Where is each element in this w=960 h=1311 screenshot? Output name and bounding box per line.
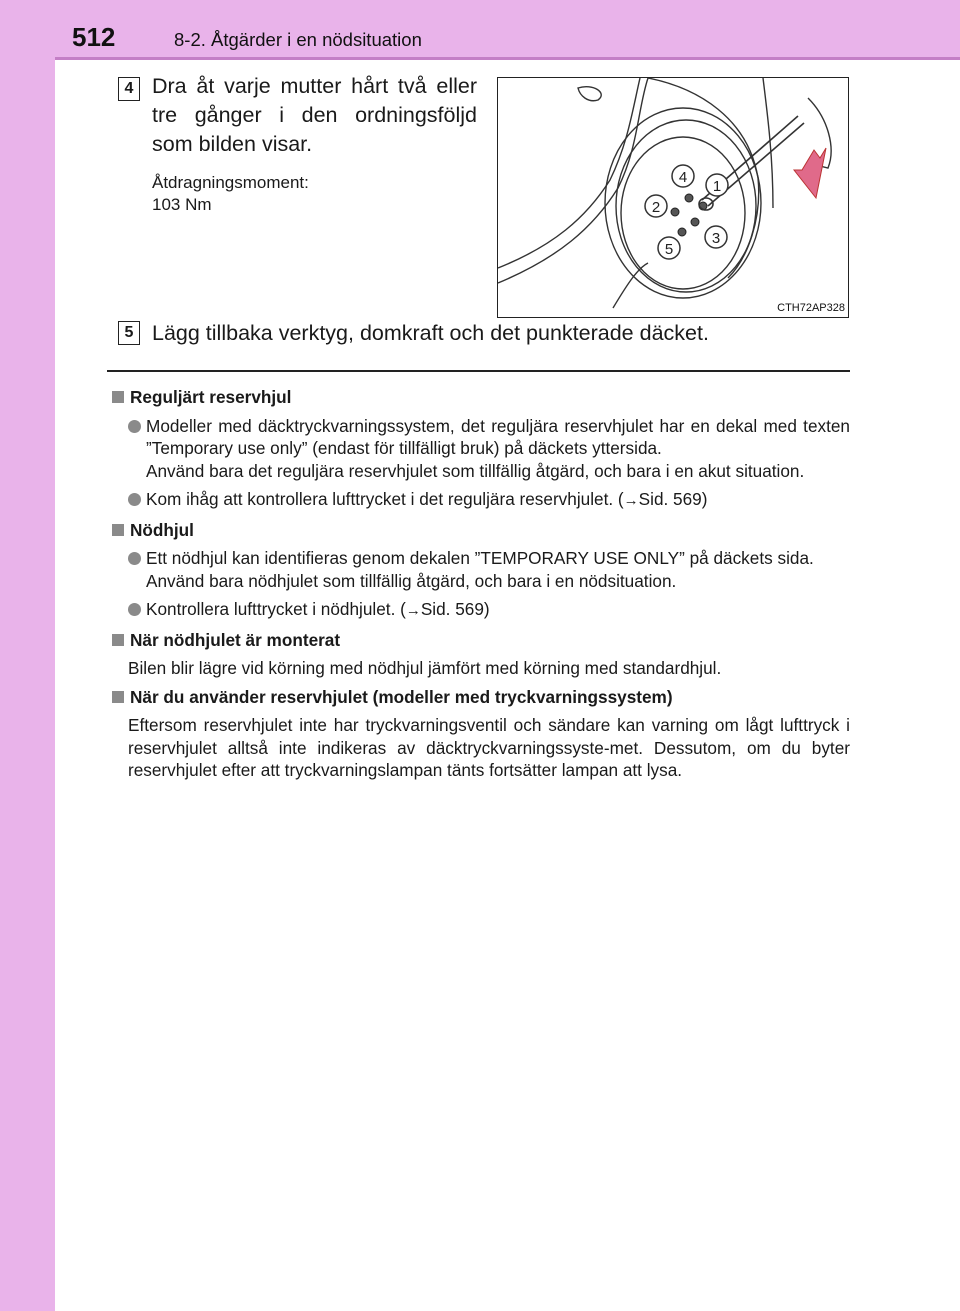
page-reference[interactable]: Sid. 569) <box>638 489 708 509</box>
list-item <box>110 488 850 513</box>
step-4-badge: 4 <box>118 77 140 101</box>
paragraph: Bilen blir lägre vid körning med nödhjul jämfört med körning med standardhjul. <box>128 658 722 678</box>
section-divider <box>107 370 850 372</box>
arrow-icon: → <box>405 602 421 619</box>
wheel-illustration <box>498 78 849 318</box>
figure-label-2: 2 <box>651 199 661 216</box>
bullet-text: Ett nödhjul kan identifieras genom dekalen ”TEMPORARY USE ONLY” på däckets sida. <box>146 548 814 568</box>
heading-using-spare: När du använder reservhjulet (modeller med tryckvarningssystem) <box>110 686 850 709</box>
heading-spare-mounted: När nödhjulet är monterat <box>110 629 850 652</box>
figure-label-4: 4 <box>678 169 688 186</box>
figure-label-5: 5 <box>664 241 674 258</box>
header-rule <box>55 57 960 60</box>
list-item <box>110 415 850 483</box>
bullet-text: Använd bara nödhjulet som tillfällig åtgärd, och bara i en nödsituation. <box>146 570 677 591</box>
page-number: 512 <box>72 22 116 52</box>
bullet-text: Använd bara det reguljära reservhjulet som tillfällig åtgärd, och bara i en akut situation. <box>146 460 805 481</box>
figure-label-1: 1 <box>712 178 722 195</box>
list-item <box>110 598 850 623</box>
list-item <box>110 547 850 592</box>
heading-spare-tire: Nödhjul <box>110 519 850 542</box>
torque-value: 103 Nm <box>152 195 212 214</box>
step-5-text: Lägg tillbaka verktyg, domkraft och det punkterade däcket. <box>152 321 709 345</box>
torque-label: Åtdragningsmoment: <box>152 173 309 192</box>
bullet-text: Kom ihåg att kontrollera lufttrycket i det reguljära reservhjulet. ( <box>146 489 624 509</box>
torque-spec <box>152 172 309 216</box>
bullet-icon <box>128 420 141 433</box>
step-5-badge: 5 <box>118 321 140 345</box>
figure-label-3: 3 <box>711 230 721 247</box>
bullet-icon <box>128 493 141 506</box>
bullet-text: Modeller med däcktryckvarningssystem, det reguljära reservhjulet har en dekal med texten ”Temporary use only” (endast för tillfälligt bruk) på däckets yttersida. <box>146 415 850 458</box>
bullet-icon <box>128 603 141 616</box>
section-title: 8-2. Åtgärder i en nödsituation <box>174 29 422 50</box>
step-4-text: Dra åt varje mutter hårt två eller tre gånger i den ordningsföljd som bilden visar. <box>152 74 477 156</box>
bullet-text: Kontrollera lufttrycket i nödhjulet. ( <box>146 599 406 619</box>
bullet-icon <box>128 552 141 565</box>
wheel-nut-figure <box>497 77 849 318</box>
notes-section <box>110 380 850 782</box>
paragraph: Eftersom reservhjulet inte har tryckvarningsventil och sändare kan varning om lågt lufttryck i reservhjulet alltså inte indikeras av däcktryckvarningssyste-met. Dessutom, om du byter reservhjulet efter att tryckvarningslampan tänts fortsätter lampan att lysa. <box>128 715 850 780</box>
heading-regular-spare: Reguljärt reservhjul <box>110 386 850 409</box>
figure-code: CTH72AP328 <box>777 302 845 314</box>
sidebar-tab <box>0 0 55 1311</box>
arrow-icon: → <box>623 492 639 509</box>
page-reference[interactable]: Sid. 569) <box>420 599 490 619</box>
